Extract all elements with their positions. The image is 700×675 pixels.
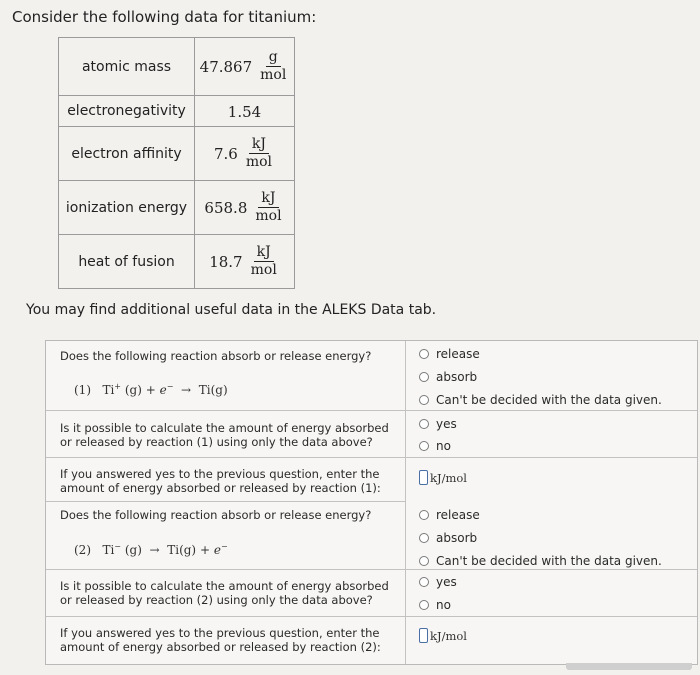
- q2-option-undecidable[interactable]: Can't be decided with the data given.: [419, 554, 662, 568]
- q2-prompt: Does the following reaction absorb or release energy?: [60, 508, 372, 522]
- radio-button[interactable]: [419, 395, 429, 405]
- q1-prompt: Does the following reaction absorb or release energy?: [60, 349, 372, 363]
- q2-option-no[interactable]: no: [419, 598, 451, 612]
- property-value: 658.8 $\frac{kJ}{\text{mol}}$: [204, 190, 284, 225]
- question-panel: [45, 340, 698, 665]
- radio-button[interactable]: [419, 372, 429, 382]
- radio-button[interactable]: [419, 419, 429, 429]
- table-row: [59, 38, 295, 96]
- q1-option-undecidable[interactable]: Can't be decided with the data given.: [419, 393, 662, 407]
- unit-fraction: $\frac{g}{\text{mol}}$: [260, 49, 287, 83]
- unit-label: kJ/mol: [430, 470, 467, 485]
- row-divider: [46, 501, 405, 502]
- row-divider: [46, 616, 697, 617]
- q1-option-absorb[interactable]: absorb: [419, 370, 477, 384]
- table-row: [59, 181, 295, 235]
- property-label: electron affinity: [59, 127, 195, 181]
- q1-option-yes[interactable]: yes: [419, 417, 457, 431]
- radio-button[interactable]: [419, 577, 429, 587]
- intro-text: Consider the following data for titanium:: [12, 8, 317, 26]
- radio-button[interactable]: [419, 533, 429, 543]
- q2-amount-input[interactable]: [419, 628, 428, 643]
- row-divider: [46, 410, 697, 411]
- aleks-data-note: You may find additional useful data in the ALEKS Data tab.: [26, 302, 437, 318]
- q2-possible-prompt: Is it possible to calculate the amount of energy absorbed or released by reaction (2) using only the data above?: [60, 579, 389, 607]
- property-value: 47.867 $\frac{g}{\text{mol}}$: [200, 49, 290, 84]
- q2-amount-prompt: If you answered yes to the previous question, enter the amount of energy absorbed or released by reaction (2):: [60, 626, 381, 654]
- unit-fraction: $\frac{kJ}{\text{mol}}$: [255, 190, 282, 224]
- reaction-1: (1) Ti+ (g) + e− → Ti(g): [74, 382, 228, 397]
- q2-amount-field[interactable]: [419, 628, 467, 643]
- q1-amount-input[interactable]: [419, 470, 428, 485]
- radio-button[interactable]: [419, 556, 429, 566]
- unit-fraction: $\frac{kJ}{\text{mol}}$: [250, 244, 277, 278]
- radio-button[interactable]: [419, 349, 429, 359]
- reaction-arrow: →: [149, 543, 160, 557]
- q2-option-release[interactable]: release: [419, 508, 480, 522]
- q2-option-yes[interactable]: yes: [419, 575, 457, 589]
- q1-amount-field[interactable]: [419, 470, 467, 485]
- q2-option-absorb[interactable]: absorb: [419, 531, 477, 545]
- reaction-arrow: →: [181, 383, 192, 397]
- q1-amount-prompt: If you answered yes to the previous question, enter the amount of energy absorbed or released by reaction (1):: [60, 467, 381, 495]
- radio-button[interactable]: [419, 600, 429, 610]
- panel-edge-shadow: [566, 663, 692, 670]
- table-row: [59, 96, 295, 127]
- q1-option-no[interactable]: no: [419, 439, 451, 453]
- row-divider: [46, 569, 697, 570]
- radio-button[interactable]: [419, 510, 429, 520]
- titanium-data-table: [58, 37, 295, 289]
- property-label: heat of fusion: [59, 235, 195, 289]
- q1-option-release[interactable]: release: [419, 347, 480, 361]
- reaction-2: (2) Ti− (g) → Ti(g) + e−: [74, 542, 228, 557]
- property-label: ionization energy: [59, 181, 195, 235]
- table-row: [59, 127, 295, 181]
- property-label: atomic mass: [59, 38, 195, 96]
- property-value: 7.6 $\frac{kJ}{\text{mol}}$: [214, 136, 275, 171]
- row-divider: [46, 457, 697, 458]
- q1-possible-prompt: Is it possible to calculate the amount of energy absorbed or released by reaction (1) using only the data above?: [60, 421, 389, 449]
- radio-button[interactable]: [419, 441, 429, 451]
- property-value: 18.7 $\frac{kJ}{\text{mol}}$: [209, 244, 280, 279]
- unit-fraction: $\frac{kJ}{\text{mol}}$: [245, 136, 273, 170]
- property-value: 1.54: [227, 102, 262, 121]
- unit-label: kJ/mol: [430, 628, 467, 643]
- table-row: [59, 235, 295, 289]
- property-label: electronegativity: [59, 96, 195, 127]
